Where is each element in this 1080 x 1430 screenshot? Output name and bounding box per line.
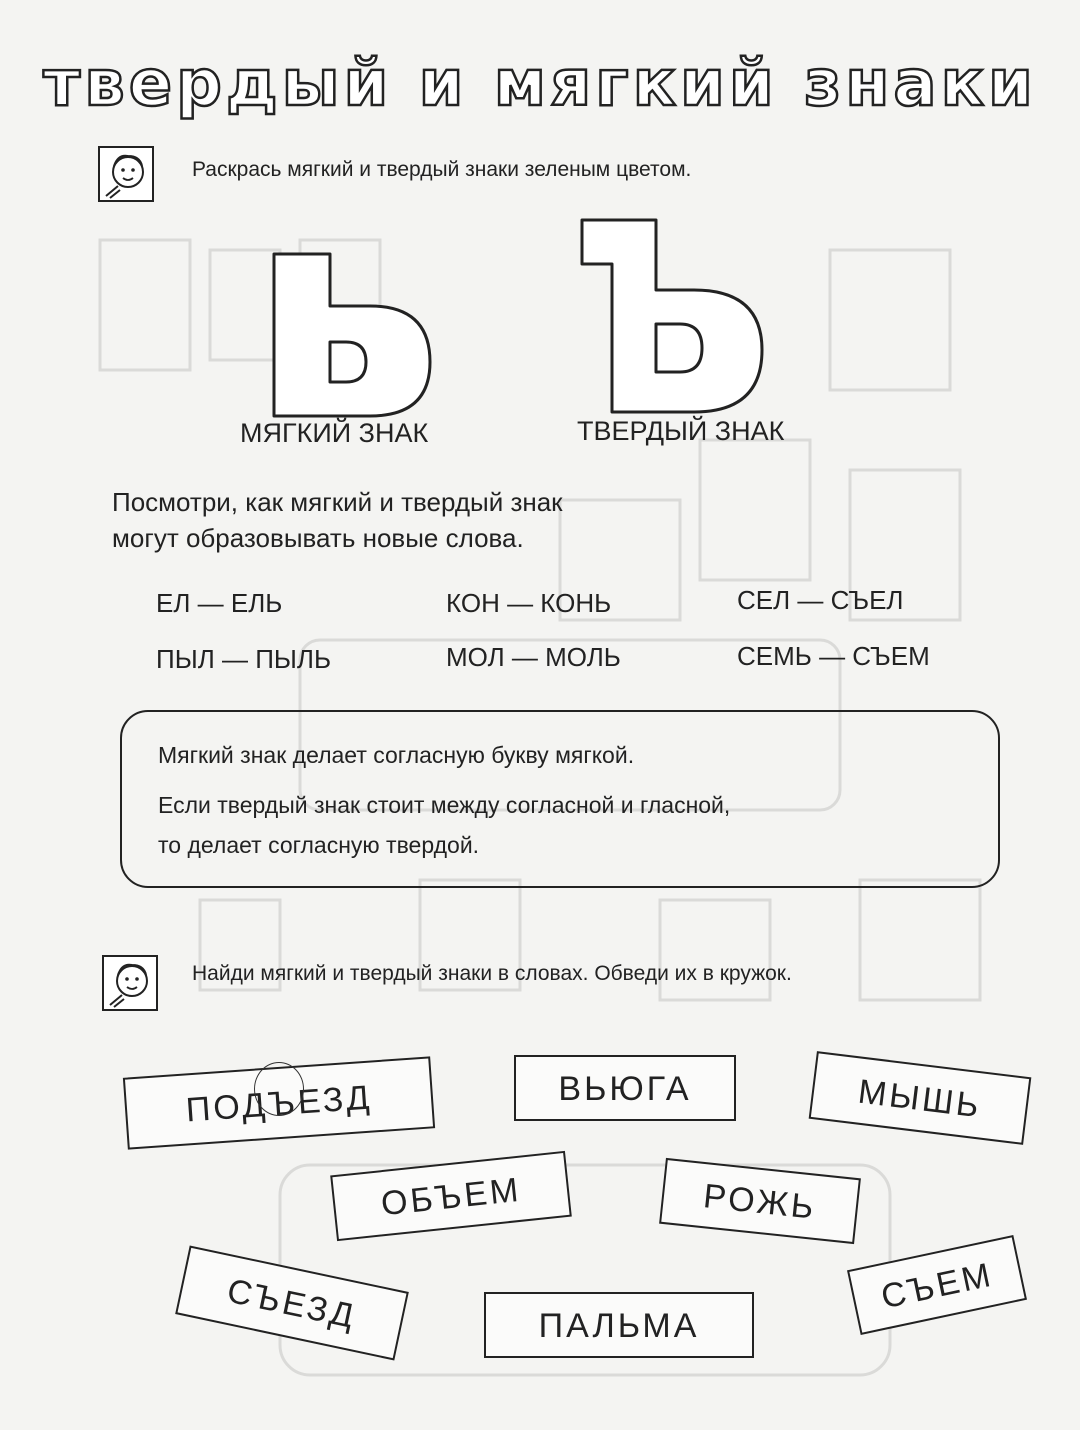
task-2-instruction: Найди мягкий и твердый знаки в словах. Обведи их в кружок. <box>192 962 792 985</box>
word-pair: МОЛ — МОЛЬ <box>446 642 621 672</box>
word-card-mysh[interactable]: МЫШЬ <box>809 1051 1032 1145</box>
word-card-podezd[interactable]: ПОДЪЕЗД <box>123 1056 435 1149</box>
word-card-sem[interactable]: СЪЕМ <box>847 1235 1027 1335</box>
word-card-rozh[interactable]: РОЖЬ <box>659 1158 861 1244</box>
word-card-obem[interactable]: ОБЪЕМ <box>330 1151 572 1241</box>
word-card-palma[interactable]: ПАЛЬМА <box>484 1292 754 1358</box>
word-card-vyuga[interactable]: ВЬЮГА <box>514 1055 736 1121</box>
look-text-line-2: могут образовывать новые слова. <box>112 523 524 553</box>
word-pair: ЕЛ — ЕЛЬ <box>156 588 283 618</box>
rule-line-3: то делает согласную твердой. <box>158 832 480 858</box>
soft-sign-caption: МЯГКИЙ ЗНАК <box>240 418 429 448</box>
word-pair: ПЫЛ — ПЫЛЬ <box>156 644 332 674</box>
soft-sign-outline-letter[interactable] <box>262 244 442 422</box>
page-title: твердый и мягкий знаки <box>43 47 1037 121</box>
rule-line-1: Мягкий знак делает согласную букву мягкой. <box>158 742 635 768</box>
word-pair: КОН — КОНЬ <box>446 588 612 618</box>
word-card-sezd[interactable]: СЪЕЗД <box>175 1245 409 1360</box>
task-1-instruction: Раскрась мягкий и твердый знаки зеленым цветом. <box>192 158 692 181</box>
word-pair: СЕЛ — СЪЕЛ <box>737 585 904 615</box>
child-face-icon <box>102 955 158 1011</box>
word-pair: СЕМЬ — СЪЕМ <box>737 641 930 671</box>
example-circle-mark <box>254 1062 304 1116</box>
child-face-icon <box>98 146 154 202</box>
hard-sign-outline-letter[interactable] <box>574 212 774 422</box>
hard-sign-caption: ТВЕРДЫЙ ЗНАК <box>577 416 785 446</box>
rule-line-2: Если твердый знак стоит между согласной и гласной, <box>158 792 731 818</box>
look-text-line-1: Посмотри, как мягкий и твердый знак <box>112 487 563 517</box>
